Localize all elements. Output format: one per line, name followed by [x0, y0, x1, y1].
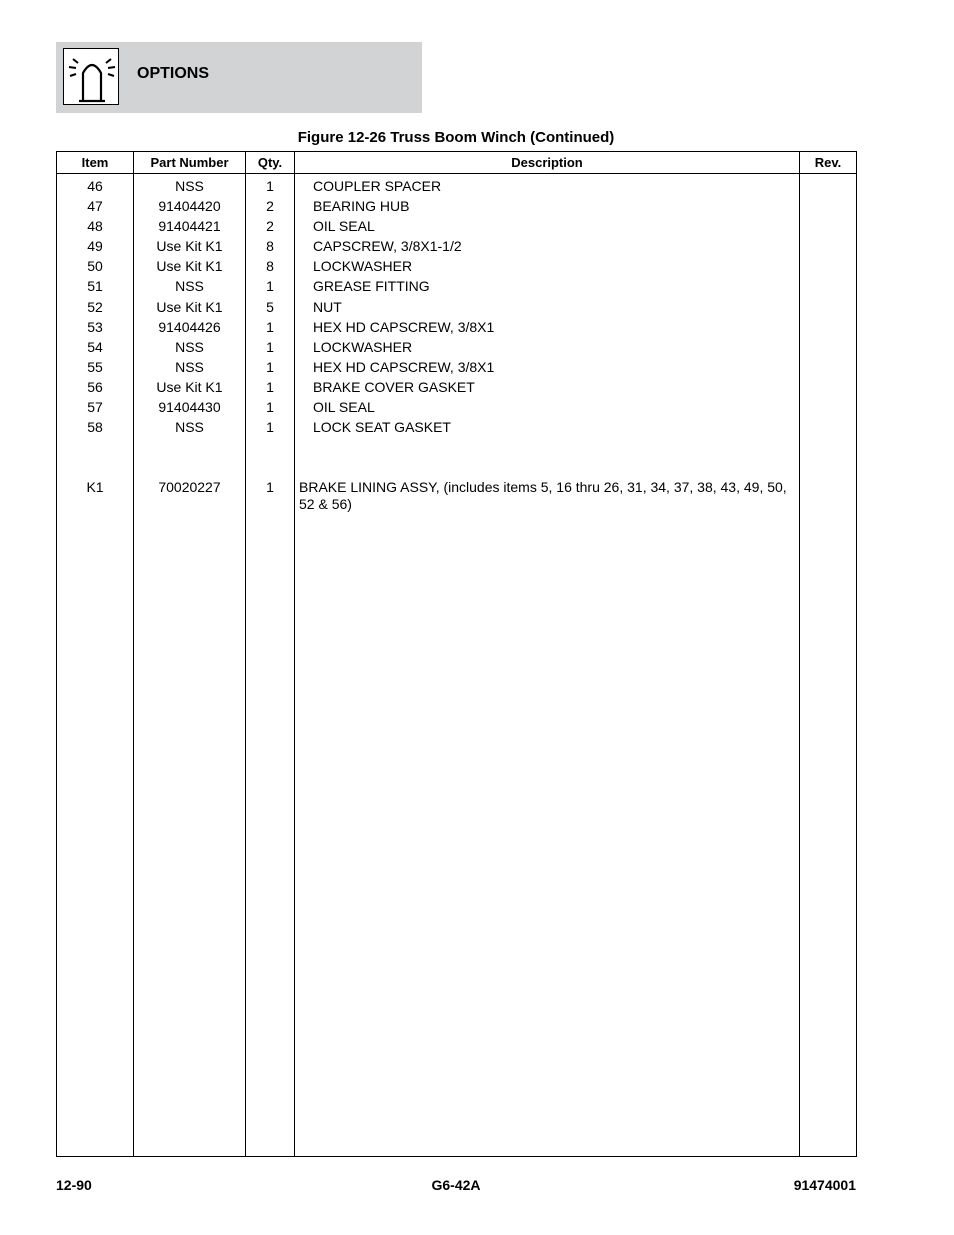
item-cell: 53 [87, 318, 103, 335]
rev-cell [800, 297, 856, 317]
item-cell: 50 [87, 258, 103, 275]
rev-cell [800, 357, 856, 377]
rev-cell [800, 176, 856, 196]
item-cell: 46 [87, 178, 103, 194]
description-column [295, 174, 800, 1157]
rev-cell [800, 377, 856, 397]
row-spacer [134, 457, 245, 477]
item-cell: 58 [87, 419, 103, 436]
warning-light-icon [63, 48, 119, 105]
qty-cell: 1 [266, 338, 274, 355]
part-number-cell: NSS [175, 419, 204, 436]
qty-cell: 8 [266, 238, 274, 255]
item-cell: 47 [87, 198, 103, 215]
part-number-cell: Use Kit K1 [156, 298, 223, 315]
description-cell: HEX HD CAPSCREW, 3/8X1 [313, 358, 495, 375]
description-cell: LOCKWASHER [313, 338, 413, 355]
row-spacer [57, 437, 133, 457]
rev-cell [800, 337, 856, 357]
row-spacer [295, 437, 799, 457]
part-number-column [134, 174, 246, 1157]
qty-cell: 8 [266, 258, 274, 275]
description-cell: LOCKWASHER [313, 258, 413, 275]
qty-column [246, 174, 295, 1157]
qty-cell: 2 [266, 218, 274, 235]
row-spacer [246, 437, 294, 457]
rev-cell [800, 397, 856, 417]
part-number-cell: NSS [175, 338, 204, 355]
kit-description-cell: BRAKE LINING ASSY, (includes items 5, 16 thru 26, 31, 34, 37, 38, 43, 49, 50, 52 & 56) [299, 479, 787, 513]
section-title: OPTIONS [137, 65, 210, 82]
item-cell: 52 [87, 298, 103, 315]
row-spacer [134, 437, 245, 457]
part-number-cell: 91404430 [158, 399, 221, 416]
part-number-cell: 91404426 [158, 318, 221, 335]
kit-part-number-cell: 70020227 [158, 479, 221, 496]
document-number: 91474001 [793, 1177, 856, 1193]
rev-column [800, 174, 857, 1157]
rev-cell [800, 236, 856, 256]
rev-cell [800, 317, 856, 337]
row-spacer [246, 457, 294, 477]
qty-cell: 1 [266, 399, 274, 416]
description-cell: OIL SEAL [313, 399, 375, 416]
part-number-cell: Use Kit K1 [156, 258, 223, 275]
qty-cell: 1 [266, 178, 274, 194]
description-cell: BRAKE COVER GASKET [313, 378, 475, 395]
part-number-cell: Use Kit K1 [156, 378, 223, 395]
description-cell: BEARING HUB [313, 198, 410, 215]
description-cell: HEX HD CAPSCREW, 3/8X1 [313, 318, 495, 335]
item-cell: 48 [87, 218, 103, 235]
rev-cell [800, 216, 856, 236]
qty-cell: 5 [266, 298, 274, 315]
column-header-rev: Rev. [800, 152, 857, 174]
row-spacer [800, 437, 856, 457]
qty-cell: 1 [266, 278, 274, 295]
item-cell: 56 [87, 378, 103, 395]
qty-cell: 1 [266, 358, 274, 375]
rev-cell [800, 276, 856, 296]
qty-cell: 1 [266, 419, 274, 436]
description-cell: CAPSCREW, 3/8X1-1/2 [313, 238, 462, 255]
item-cell: 55 [87, 358, 103, 375]
kit-qty-cell: 1 [266, 479, 274, 496]
qty-cell: 1 [266, 318, 274, 335]
column-header-part-number: Part Number [134, 152, 246, 174]
description-cell: GREASE FITTING [313, 278, 430, 295]
qty-cell: 1 [266, 378, 274, 395]
row-spacer [800, 457, 856, 477]
part-number-cell: NSS [175, 358, 204, 375]
column-header-description: Description [295, 152, 800, 174]
description-cell: NUT [313, 298, 342, 315]
item-cell: 49 [87, 238, 103, 255]
description-cell: LOCK SEAT GASKET [313, 419, 451, 436]
kit-rev-cell [800, 477, 856, 497]
page-number: 12-90 [56, 1177, 92, 1193]
item-cell: 57 [87, 399, 103, 416]
table-header-row [57, 152, 857, 174]
item-cell: 51 [87, 278, 103, 295]
part-number-cell: Use Kit K1 [156, 238, 223, 255]
description-cell: COUPLER SPACER [313, 178, 442, 194]
part-number-cell: 91404421 [158, 218, 221, 235]
rev-cell [800, 417, 856, 437]
item-cell: 54 [87, 338, 103, 355]
column-header-item: Item [57, 152, 134, 174]
qty-cell: 2 [266, 198, 274, 215]
rev-cell [800, 196, 856, 216]
part-number-cell: 91404420 [158, 198, 221, 215]
description-cell: OIL SEAL [313, 218, 375, 235]
kit-item-cell: K1 [86, 479, 104, 496]
row-spacer [57, 457, 133, 477]
rev-cell [800, 256, 856, 276]
table-body [57, 174, 857, 1157]
figure-title: Figure 12-26 Truss Boom Winch (Continued) [297, 129, 615, 146]
parts-table [56, 151, 857, 1157]
item-column [57, 174, 134, 1157]
column-header-qty: Qty. [246, 152, 295, 174]
model-name: G6-42A [431, 1177, 481, 1193]
part-number-cell: NSS [175, 178, 204, 194]
part-number-cell: NSS [175, 278, 204, 295]
row-spacer [295, 457, 799, 477]
